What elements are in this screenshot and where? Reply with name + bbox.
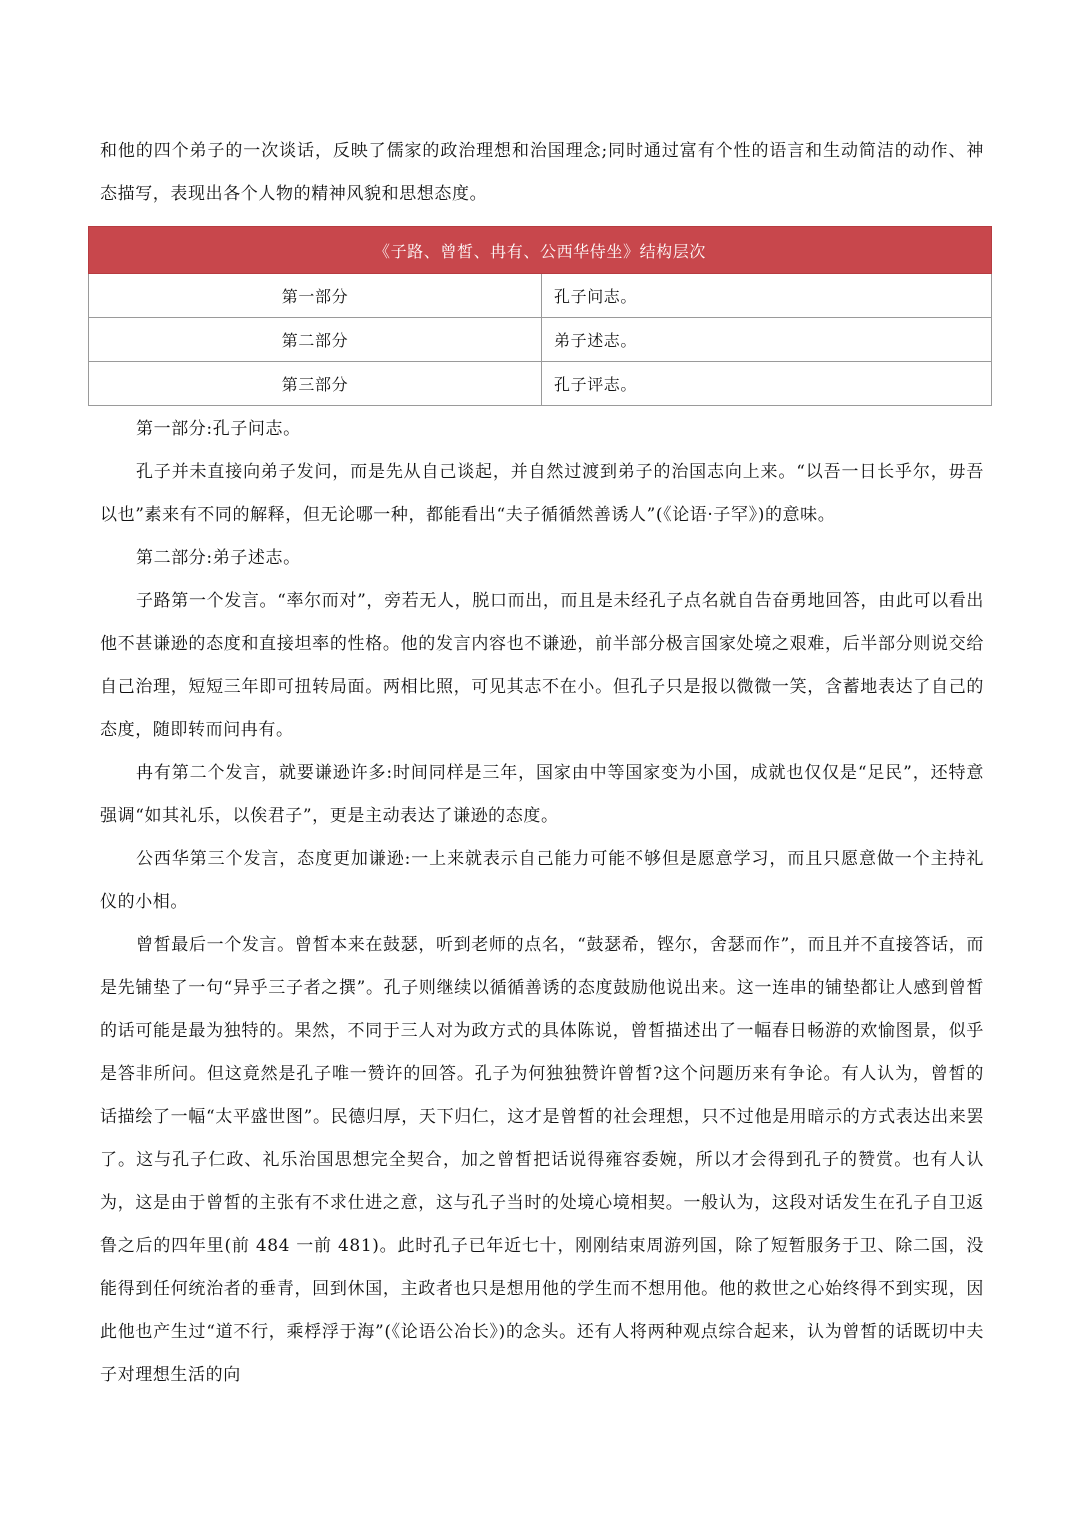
table-cell-content: 孔子评志。 xyxy=(542,362,992,406)
table-header-row xyxy=(89,227,992,274)
table-row xyxy=(89,318,992,362)
table-cell-part: 第一部分 xyxy=(89,274,542,318)
table-title: 《子路、曾皙、冉有、公西华侍坐》结构层次 xyxy=(89,227,992,274)
zengxi-paragraph: 曾皙最后一个发言。曾皙本来在鼓瑟，听到老师的点名，“鼓瑟希，铿尔，舍瑟而作”，而且并不直接答话，而是先铺垫了一句“异乎三子者之撰”。孔子则继续以循循善诱的态度鼓励他说出来。这一连串的铺垫都让人感到曾皙的话可能是最为独特的。果然，不同于三人对为政方式的具体陈说，曾皙描述出了一幅春日畅游的欢愉图景，似乎是答非所问。但这竟然是孔子唯一赞许的回答。孔子为何独独赞许曾皙?这个问题历来有争论。有人认为，曾皙的话描绘了一幅“太平盛世图”。民德归厚，天下归仁，这才是曾皙的社会理想，只不过他是用暗示的方式表达出来罢了。这与孔子仁政、礼乐治国思想完全契合，加之曾皙把话说得雍容委婉，所以才会得到孔子的赞赏。也有人认为，这是由于曾皙的主张有不求仕进之意，这与孔子当时的处境心境相契。一般认为，这段对话发生在孔子自卫返鲁之后的四年里(前 484 一前 481)。此时孔子已年近七十，刚刚结束周游列国，除了短暂服务于卫、除二国，没能得到任何统治者的垂青，回到休国，主政者也只是想用他的学生而不想用他。他的救世之心始终得不到实现，因此他也产生过“道不行，乘桴浮于海”(《论语公冶长》)的念头。还有人将两种观点综合起来，认为曾皙的话既切中夫子对理想生活的向 xyxy=(100,935,984,1385)
table-cell-content: 孔子问志。 xyxy=(542,274,992,318)
ranyou-paragraph: 冉有第二个发言，就要谦逊许多:时间同样是三年，国家由中等国家变为小国，成就也仅仅是“足民”，还特意强调“如其礼乐，以俟君子”，更是主动表达了谦逊的态度。 xyxy=(100,763,984,826)
gongxihua-paragraph: 公西华第三个发言，态度更加谦逊:一上来就表示自己能力可能不够但是愿意学习，而且只愿意做一个主持礼仪的小相。 xyxy=(100,849,984,912)
document-page xyxy=(100,130,984,1397)
zilu-paragraph: 子路第一个发言。“率尔而对”，旁若无人，脱口而出，而且是未经孔子点名就自告奋勇地回答，由此可以看出他不甚谦逊的态度和直接坦率的性格。他的发言内容也不谦逊，前半部分极言国家处境之艰难，后半部分则说交给自己治理，短短三年即可扭转局面。两相比照，可见其志不在小。但孔子只是报以微微一笑，含蓄地表达了自己的态度，随即转而问冉有。 xyxy=(100,591,984,740)
part1-heading: 第一部分:孔子问志。 xyxy=(136,419,301,439)
intro-paragraph: 和他的四个弟子的一次谈话，反映了儒家的政治理想和治国理念;同时通过富有个性的语言和生动简洁的动作、神态描写，表现出各个人物的精神风貌和思想态度。 xyxy=(100,141,984,204)
table-cell-part: 第三部分 xyxy=(89,362,542,406)
table-row xyxy=(89,274,992,318)
table-cell-content: 弟子述志。 xyxy=(542,318,992,362)
part2-heading: 第二部分:弟子述志。 xyxy=(136,548,301,568)
table-row xyxy=(89,362,992,406)
table-cell-part: 第二部分 xyxy=(89,318,542,362)
structure-table xyxy=(88,226,992,406)
part1-paragraph: 孔子并未直接向弟子发问，而是先从自己谈起，并自然过渡到弟子的治国志向上来。“以吾一日长乎尔，毋吾以也”素来有不同的解释，但无论哪一种，都能看出“夫子循循然善诱人”(《论语·子罕》)的意味。 xyxy=(100,462,984,525)
